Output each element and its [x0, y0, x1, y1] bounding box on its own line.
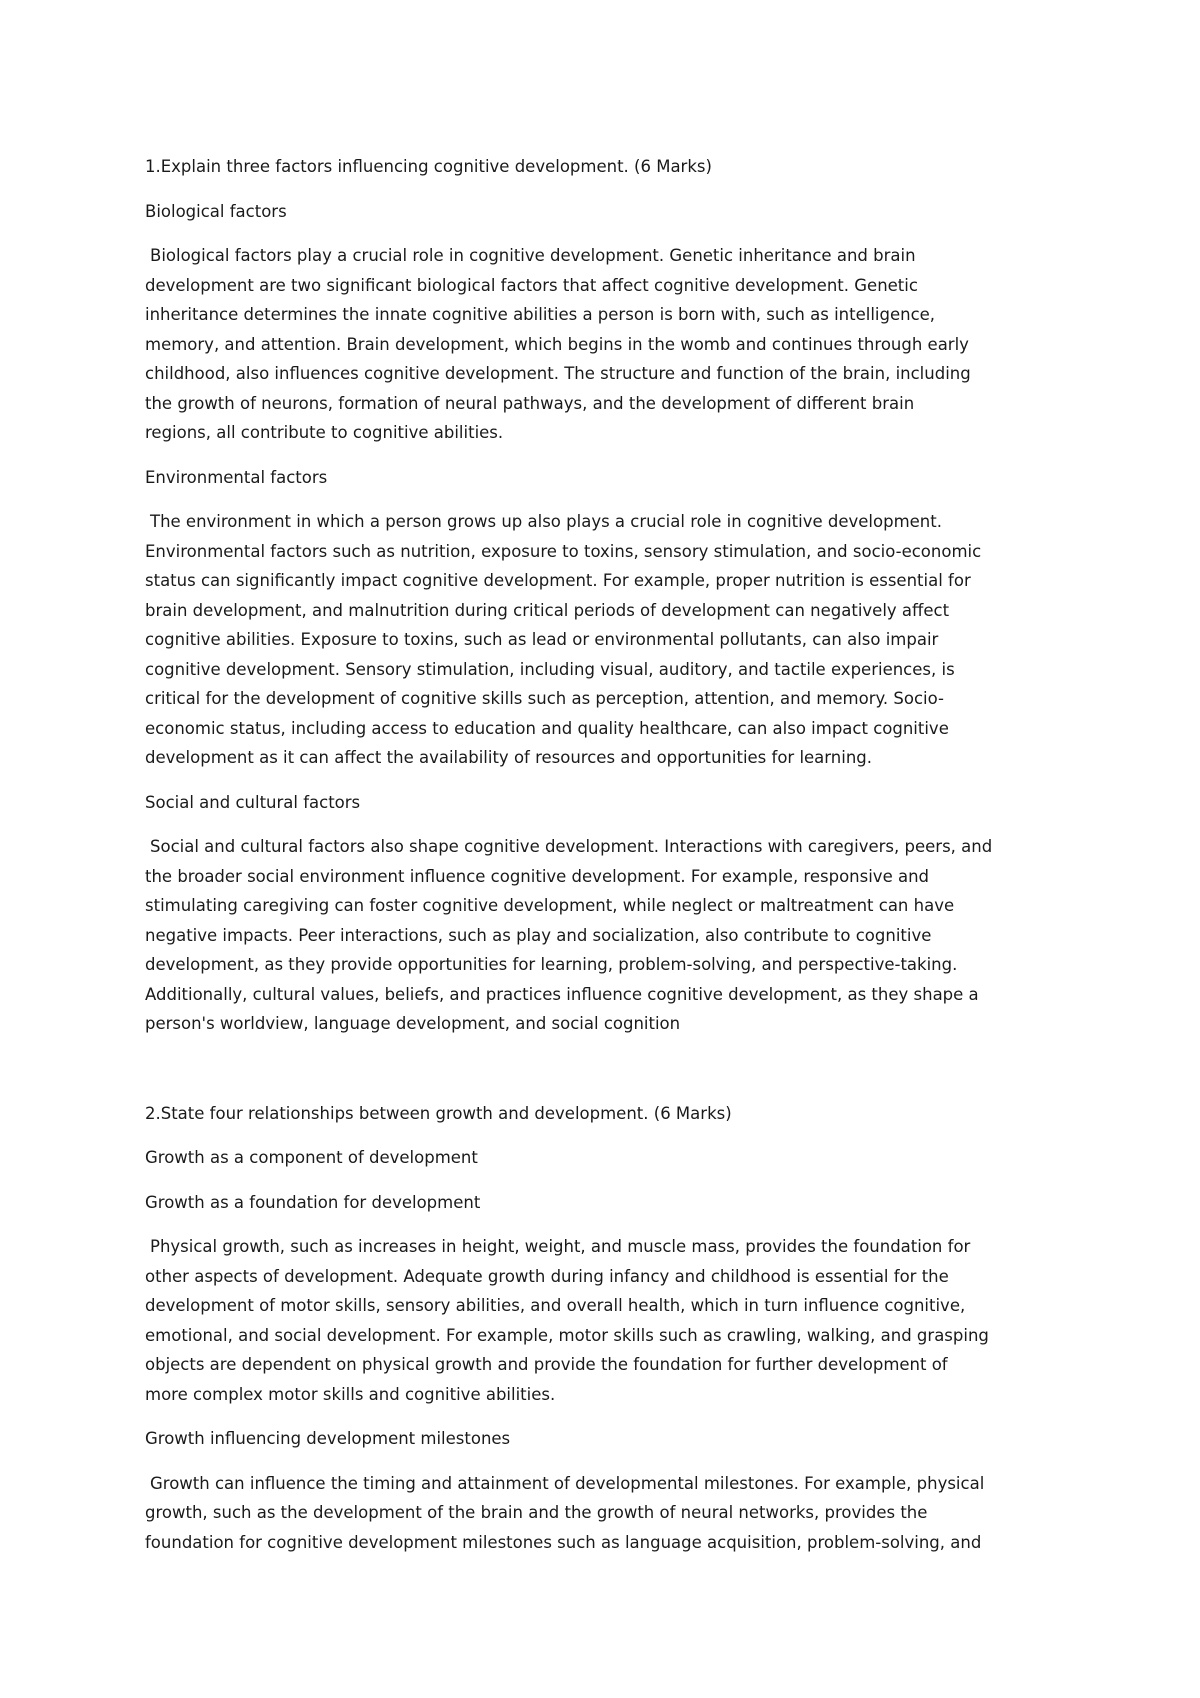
text-line: the broader social environment influence cognitive development. For example, responsive and [145, 866, 930, 886]
text-line: Additionally, cultural values, beliefs, and practices influence cognitive development, as they shape a [145, 984, 979, 1004]
text-line: brain development, and malnutrition during critical periods of development can negatively affect [145, 600, 950, 620]
paragraph-social-cultural [145, 832, 1060, 1039]
text-line: Environmental factors such as nutrition, exposure to toxins, sensory stimulation, and socio-economic [145, 541, 982, 561]
text-line: Growth can influence the timing and attainment of developmental milestones. For example, physical [150, 1473, 985, 1493]
text-line: development of motor skills, sensory abilities, and overall health, which in turn influence cognitive, [145, 1296, 966, 1315]
text-line: inheritance determines the innate cognitive abilities a person is born with, such as intelligence, [145, 305, 936, 324]
text-line: development, as they provide opportunities for learning, problem-solving, and perspective-taking. [145, 955, 958, 974]
section-heading-social-cultural: Social and cultural factors [145, 792, 361, 812]
section-heading-growth-milestones: Growth influencing development milestones [145, 1429, 511, 1448]
text-line: the growth of neurons, formation of neural pathways, and the development of different brain [145, 393, 915, 413]
text-line: more complex motor skills and cognitive abilities. [145, 1384, 556, 1404]
section-heading-growth-component: Growth as a component of development [145, 1148, 478, 1167]
paragraph-growth-foundation [145, 1232, 1060, 1409]
section-heading-growth-foundation: Growth as a foundation for development [145, 1192, 481, 1212]
text-line: development are two significant biological factors that affect cognitive development. Genetic [145, 275, 918, 295]
text-line: development as it can affect the availability of resources and opportunities for learning. [145, 748, 873, 767]
text-line: emotional, and social development. For example, motor skills such as crawling, walking, and grasping [145, 1325, 989, 1345]
text-line: critical for the development of cognitive skills such as perception, attention, and memory. Socio- [145, 689, 944, 708]
paragraph-environmental [145, 507, 1060, 773]
text-line: economic status, including access to education and quality healthcare, can also impact cognitive [145, 718, 949, 738]
section-heading-environmental: Environmental factors [145, 467, 328, 487]
text-line: negative impacts. Peer interactions, such as play and socialization, also contribute to cognitive [145, 925, 932, 945]
text-line: stimulating caregiving can foster cognitive development, while neglect or maltreatment can have [145, 896, 955, 915]
text-line: foundation for cognitive development milestones such as language acquisition, problem-solving, and [145, 1532, 982, 1552]
text-line: Physical growth, such as increases in height, weight, and muscle mass, provides the foundation for [150, 1237, 971, 1256]
paragraph-growth-milestones [145, 1469, 1060, 1558]
question-1-title: 1.Explain three factors influencing cognitive development. (6 Marks) [145, 157, 712, 176]
paragraph-biological [145, 241, 1060, 448]
text-line: Biological factors play a crucial role in cognitive development. Genetic inheritance and brain [150, 246, 916, 265]
text-line: childhood, also influences cognitive development. The structure and function of the brain, including [145, 364, 971, 383]
question-2-title: 2.State four relationships between growth and development. (6 Marks) [145, 1103, 732, 1123]
text-line: The environment in which a person grows up also plays a crucial role in cognitive development. [150, 512, 942, 531]
text-line: person's worldview, language development, and social cognition [145, 1014, 681, 1033]
text-line: memory, and attention. Brain development, which begins in the womb and continues through early [145, 334, 969, 354]
text-line: cognitive development. Sensory stimulation, including visual, auditory, and tactile experiences, is [145, 659, 955, 679]
text-line: Social and cultural factors also shape cognitive development. Interactions with caregivers, peers, and [150, 837, 993, 856]
text-line: cognitive abilities. Exposure to toxins, such as lead or environmental pollutants, can also impair [145, 630, 939, 649]
section-heading-biological: Biological factors [145, 201, 287, 221]
text-line: objects are dependent on physical growth and provide the foundation for further development of [145, 1355, 948, 1374]
text-line: other aspects of development. Adequate growth during infancy and childhood is essential for the [145, 1266, 949, 1286]
text-line: status can significantly impact cognitive development. For example, proper nutrition is essential for [145, 571, 971, 590]
section-spacer [145, 1054, 1060, 1099]
text-line: growth, such as the development of the brain and the growth of neural networks, provides the [145, 1503, 928, 1522]
text-line: regions, all contribute to cognitive abilities. [145, 423, 504, 442]
